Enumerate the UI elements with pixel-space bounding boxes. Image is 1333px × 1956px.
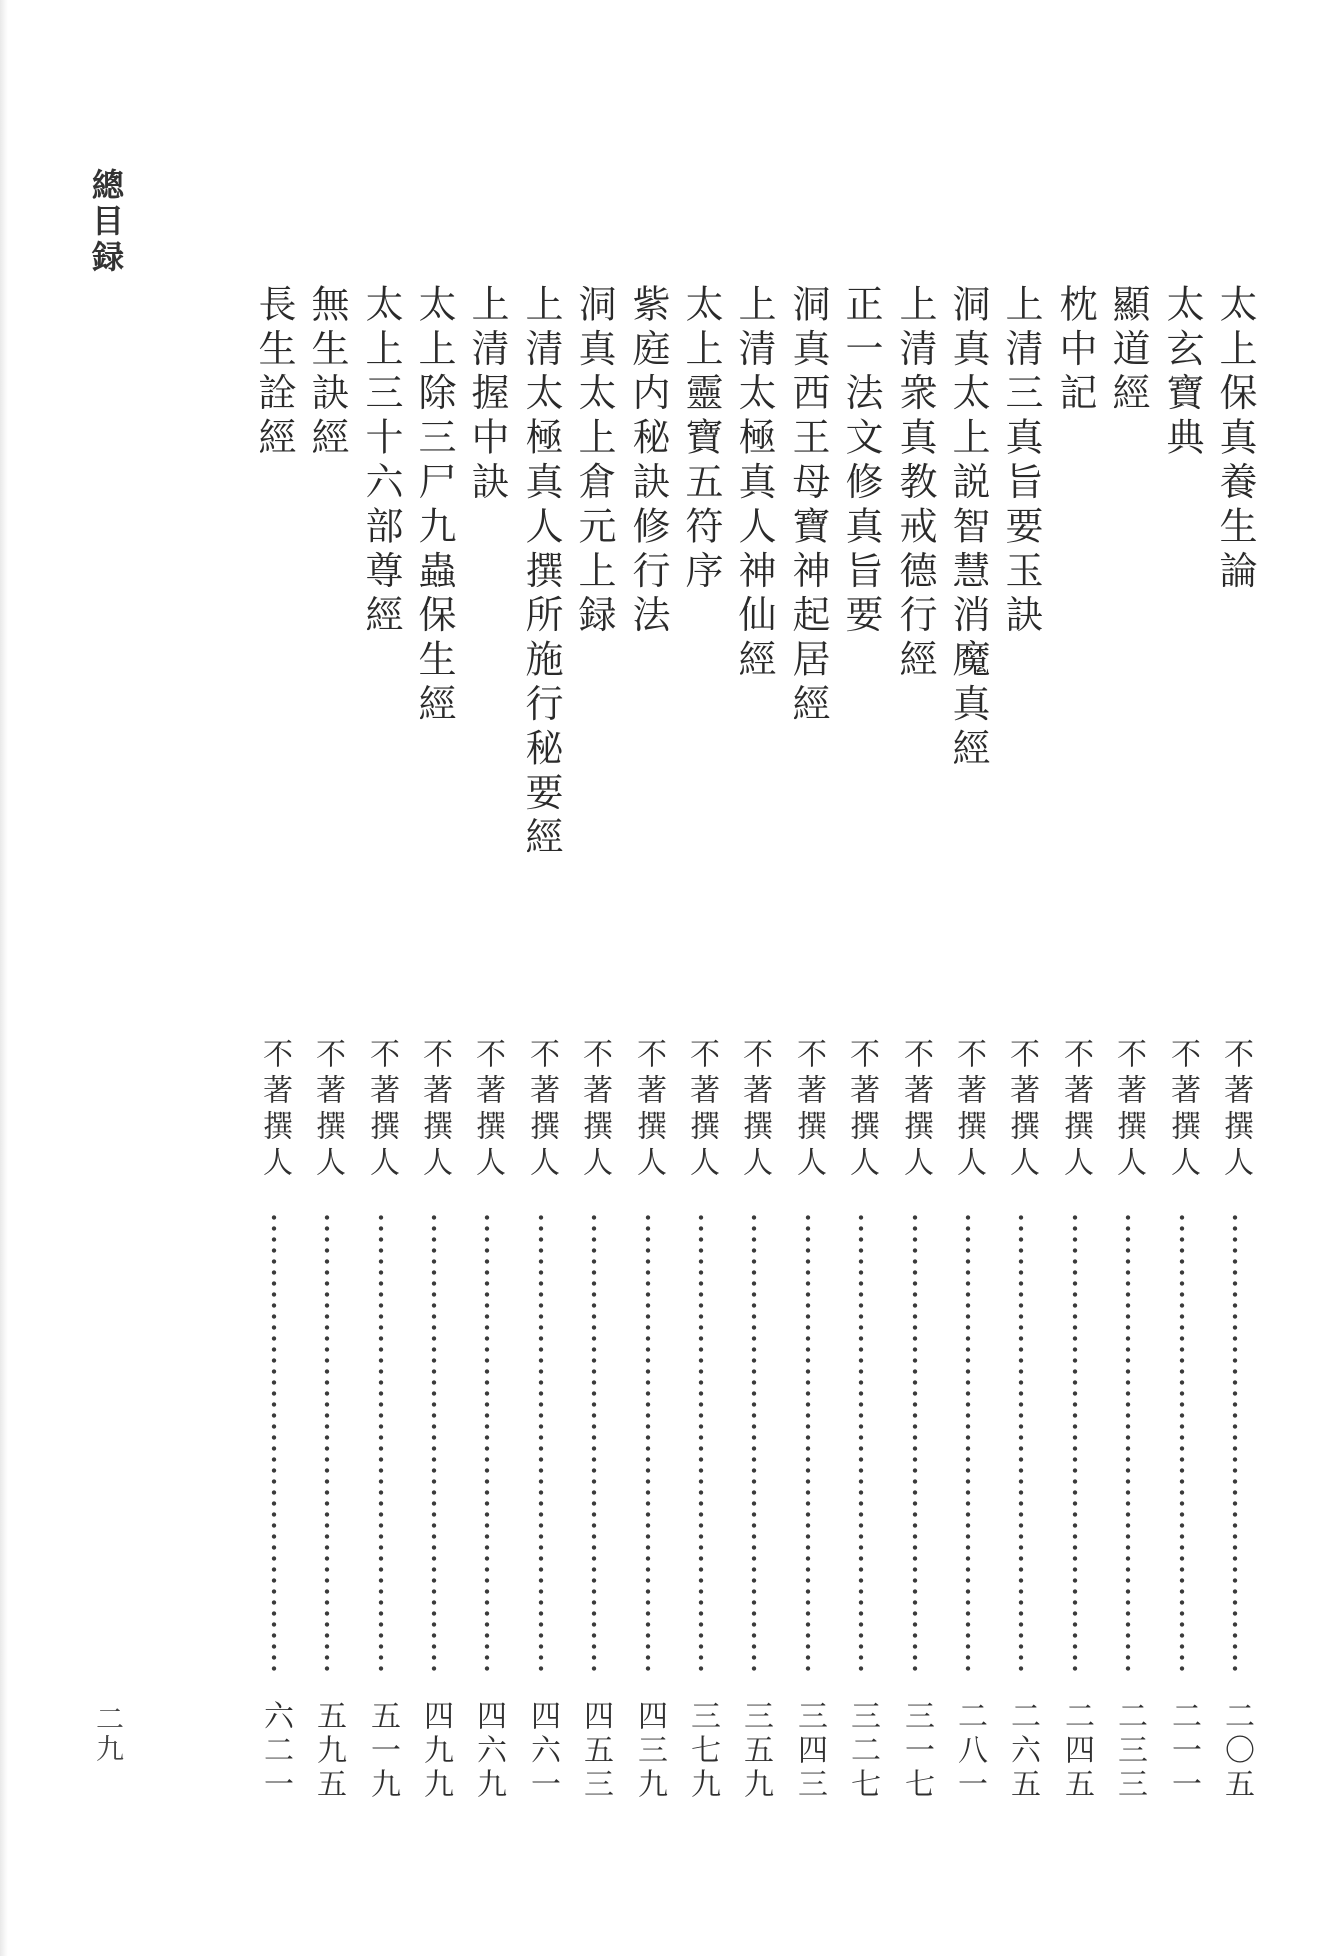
running-head: 總目録: [87, 168, 125, 276]
dot-leader: [858, 1212, 864, 1674]
entry-author: 不著撰人: [1165, 1038, 1200, 1182]
toc-entry[interactable]: [838, 0, 884, 1956]
toc-entry[interactable]: [251, 0, 297, 1956]
entry-author: 不著撰人: [524, 1038, 559, 1182]
dot-leader: [431, 1212, 437, 1674]
toc-entry[interactable]: [785, 0, 831, 1956]
dot-leader: [965, 1212, 971, 1674]
entry-page-number: 二一一: [1166, 1700, 1201, 1802]
dot-leader: [1072, 1212, 1078, 1674]
entry-page-number: 四九九: [418, 1700, 453, 1802]
entry-page-number: 五一九: [365, 1700, 400, 1802]
entry-author: 不著撰人: [1218, 1038, 1253, 1182]
entry-page-number: 二六五: [1005, 1700, 1040, 1802]
toc-entry[interactable]: [411, 0, 457, 1956]
entry-author: 不著撰人: [417, 1038, 452, 1182]
entry-author: 不著撰人: [1004, 1038, 1039, 1182]
entry-page-number: 三五九: [738, 1700, 773, 1802]
dot-leader: [751, 1212, 757, 1674]
dot-leader: [538, 1212, 544, 1674]
entry-page-number: 三二七: [845, 1700, 880, 1802]
toc-entry[interactable]: [1159, 0, 1205, 1956]
dot-leader: [1018, 1212, 1024, 1674]
dot-leader: [324, 1212, 330, 1674]
toc-entry[interactable]: [358, 0, 404, 1956]
entry-page-number: 三四三: [792, 1700, 827, 1802]
toc-entry[interactable]: [1212, 0, 1258, 1956]
toc-entry[interactable]: [678, 0, 724, 1956]
dot-leader: [1179, 1212, 1185, 1674]
entry-author: 不著撰人: [737, 1038, 772, 1182]
dot-leader: [645, 1212, 651, 1674]
entry-author: 不著撰人: [951, 1038, 986, 1182]
dot-leader: [378, 1212, 384, 1674]
entry-title: 上清衆真教戒德行經: [893, 284, 937, 684]
toc-entry[interactable]: [464, 0, 510, 1956]
toc-entry[interactable]: [625, 0, 671, 1956]
entry-page-number: 六二一: [258, 1700, 293, 1802]
dot-leader: [698, 1212, 704, 1674]
entry-title: 無生訣經: [305, 284, 349, 462]
dot-leader: [1125, 1212, 1131, 1674]
entry-title: 洞真太上説智慧消魔真經: [946, 284, 990, 773]
entry-page-number: 三七九: [685, 1700, 720, 1802]
entry-author: 不著撰人: [684, 1038, 719, 1182]
entry-author: 不著撰人: [1058, 1038, 1093, 1182]
entry-title: 太上三十六部尊經: [359, 284, 403, 640]
entry-title: 正一法文修真旨要: [839, 284, 883, 640]
entry-title: 上清太極真人神仙經: [732, 284, 776, 684]
entry-page-number: 四六九: [471, 1700, 506, 1802]
entry-author: 不著撰人: [470, 1038, 505, 1182]
toc-entry[interactable]: [731, 0, 777, 1956]
toc-entry[interactable]: [945, 0, 991, 1956]
entry-author: 不著撰人: [898, 1038, 933, 1182]
entry-page-number: 四六一: [525, 1700, 560, 1802]
entry-title: 太上靈寶五符序: [679, 284, 723, 595]
page-folio-number: 二九: [92, 1704, 125, 1764]
dot-leader: [484, 1212, 490, 1674]
entry-author: 不著撰人: [631, 1038, 666, 1182]
entry-title: 上清太極真人撰所施行秘要經: [519, 284, 563, 862]
toc-entry[interactable]: [1105, 0, 1151, 1956]
entry-title: 洞真太上倉元上録: [572, 284, 616, 640]
entry-page-number: 四三九: [632, 1700, 667, 1802]
entry-author: 不著撰人: [577, 1038, 612, 1182]
entry-title: 枕中記: [1053, 284, 1097, 418]
entry-title: 紫庭内秘訣修行法: [626, 284, 670, 640]
dot-leader: [1232, 1212, 1238, 1674]
entry-page-number: 二四五: [1059, 1700, 1094, 1802]
entry-author: 不著撰人: [791, 1038, 826, 1182]
dot-leader: [271, 1212, 277, 1674]
entry-title: 洞真西王母寶神起居經: [786, 284, 830, 728]
entry-title: 太上除三尸九蟲保生經: [412, 284, 456, 728]
toc-entry[interactable]: [518, 0, 564, 1956]
entry-title: 太玄寶典: [1160, 284, 1204, 462]
entry-title: 上清三真旨要玉訣: [999, 284, 1043, 640]
entry-title: 顯道經: [1106, 284, 1150, 418]
entry-title: 上清握中訣: [465, 284, 509, 506]
toc-entry[interactable]: [998, 0, 1044, 1956]
entry-page-number: 四五三: [578, 1700, 613, 1802]
toc-entry[interactable]: [571, 0, 617, 1956]
entry-page-number: 三一七: [899, 1700, 934, 1802]
entry-author: 不著撰人: [844, 1038, 879, 1182]
toc-entry[interactable]: [892, 0, 938, 1956]
entry-page-number: 二〇五: [1219, 1700, 1254, 1802]
toc-entry[interactable]: [304, 0, 350, 1956]
entry-title: 太上保真養生論: [1213, 284, 1257, 595]
toc-entry[interactable]: [1052, 0, 1098, 1956]
entry-author: 不著撰人: [1111, 1038, 1146, 1182]
entry-author: 不著撰人: [364, 1038, 399, 1182]
entry-page-number: 二八一: [952, 1700, 987, 1802]
entry-title: 長生詮經: [252, 284, 296, 462]
dot-leader: [912, 1212, 918, 1674]
entry-page-number: 五九五: [311, 1700, 346, 1802]
entry-author: 不著撰人: [310, 1038, 345, 1182]
entry-author: 不著撰人: [257, 1038, 292, 1182]
dot-leader: [805, 1212, 811, 1674]
dot-leader: [591, 1212, 597, 1674]
entry-page-number: 二三三: [1112, 1700, 1147, 1802]
